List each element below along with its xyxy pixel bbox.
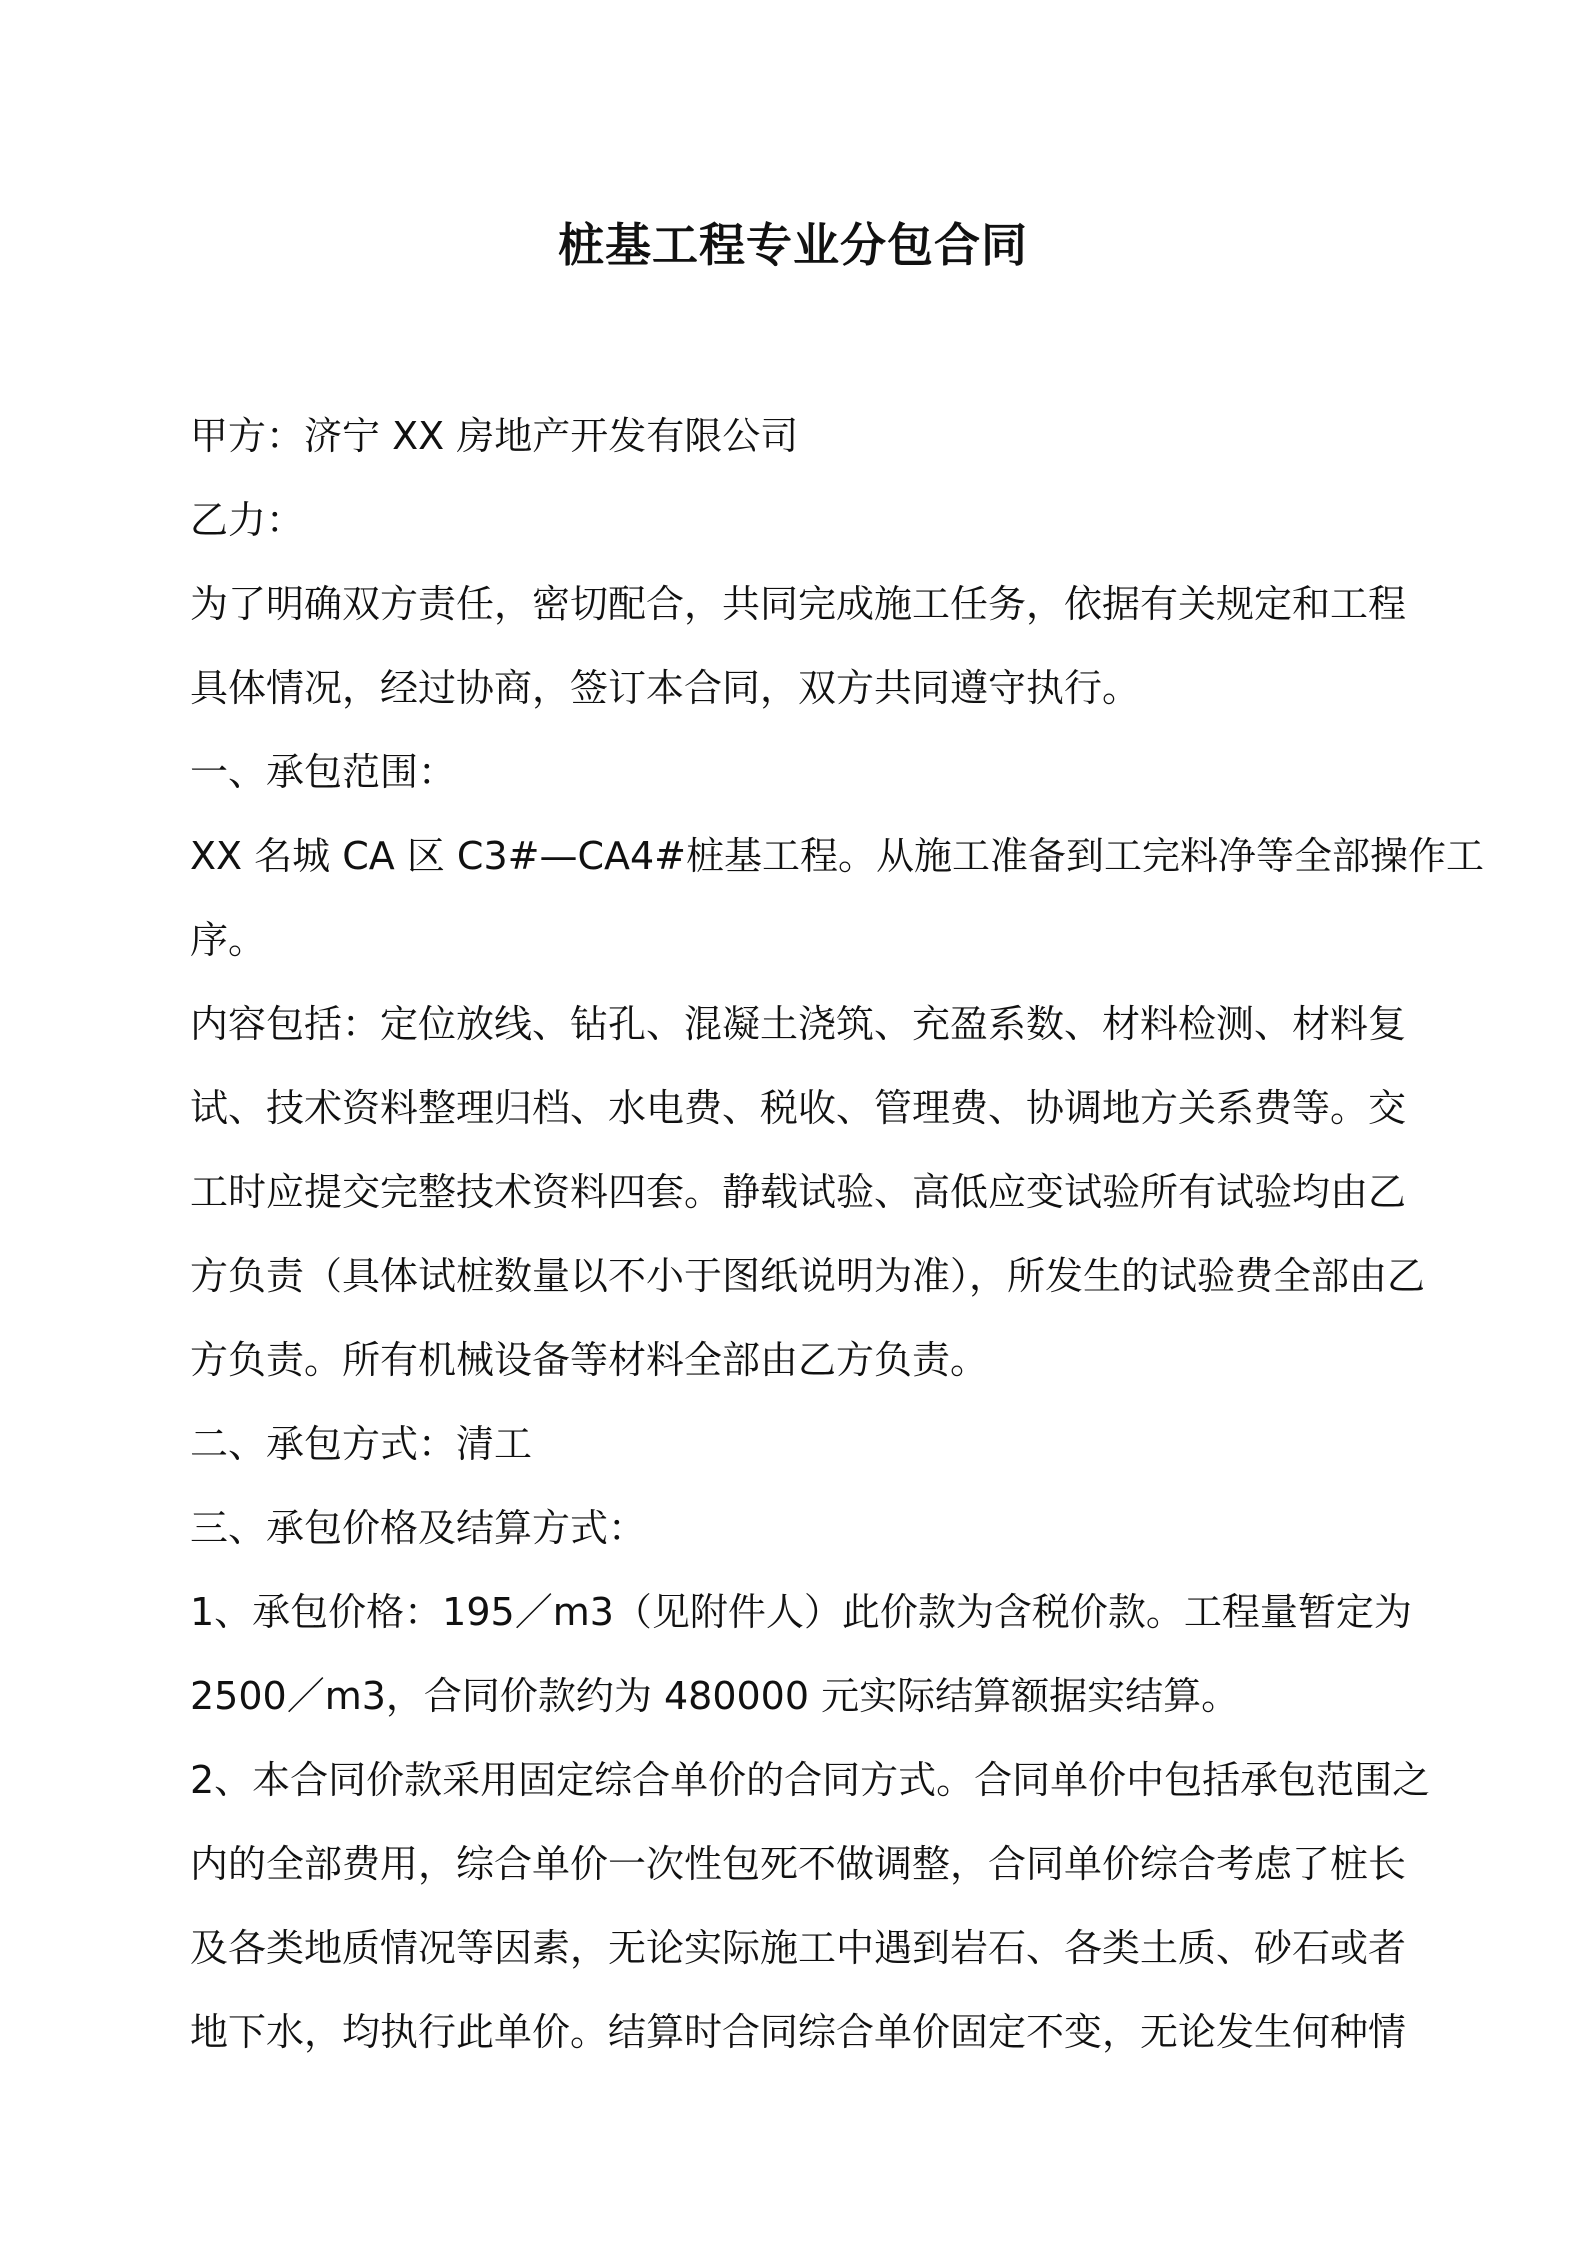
- preamble-line: 具体情况，经过协商，签订本合同，双方共同遵守执行。: [190, 666, 1141, 710]
- party-b-line: 乙力：: [190, 498, 305, 542]
- price-clause-line: 2500／m3，合同价款约为 480000 元实际结算额据实结算。: [190, 1674, 1240, 1718]
- unit-price-clause-line: 内的全部费用，综合单价一次性包死不做调整，合同单价综合考虑了桩长: [190, 1842, 1407, 1886]
- scope-line: 序。: [190, 918, 267, 962]
- document-title: 桩基工程专业分包合同: [558, 218, 1028, 272]
- contents-line: 方负责。所有机械设备等材料全部由乙方负责。: [190, 1338, 989, 1382]
- section-heading-method: 二、承包方式：清工: [190, 1422, 533, 1466]
- unit-price-clause-line: 2、本合同价款采用固定综合单价的合同方式。合同单价中包括承包范围之: [190, 1758, 1431, 1802]
- section-heading-scope: 一、承包范围：: [190, 750, 457, 794]
- unit-price-clause-line: 地下水，均执行此单价。结算时合同综合单价固定不变，无论发生何种情: [190, 2010, 1407, 2054]
- contents-line: 工时应提交完整技术资料四套。静载试验、高低应变试验所有试验均由乙: [190, 1170, 1407, 1214]
- contents-line: 方负责（具体试桩数量以不小于图纸说明为准），所发生的试验费全部由乙: [190, 1254, 1426, 1298]
- party-a-line: 甲方：济宁 XX 房地产开发有限公司: [190, 414, 799, 458]
- contents-line: 试、技术资料整理归档、水电费、税收、管理费、协调地方关系费等。交: [190, 1086, 1407, 1130]
- contents-line: 内容包括：定位放线、钻孔、混凝土浇筑、充盈系数、材料检测、材料复: [190, 1002, 1407, 1046]
- scope-line: XX 名城 CA 区 C3#—CA4#桩基工程。从施工准备到工完料净等全部操作工: [190, 834, 1485, 878]
- contract-body: [190, 394, 1485, 2074]
- price-clause-line: 1、承包价格：195／m3（见附件人）此价款为含税价款。工程量暂定为: [190, 1590, 1412, 1634]
- section-heading-price: 三、承包价格及结算方式：: [190, 1506, 647, 1550]
- unit-price-clause-line: 及各类地质情况等因素，无论实际施工中遇到岩石、各类土质、砂石或者: [190, 1926, 1407, 1970]
- preamble-line: 为了明确双方责任，密切配合，共同完成施工任务，依据有关规定和工程: [190, 582, 1407, 626]
